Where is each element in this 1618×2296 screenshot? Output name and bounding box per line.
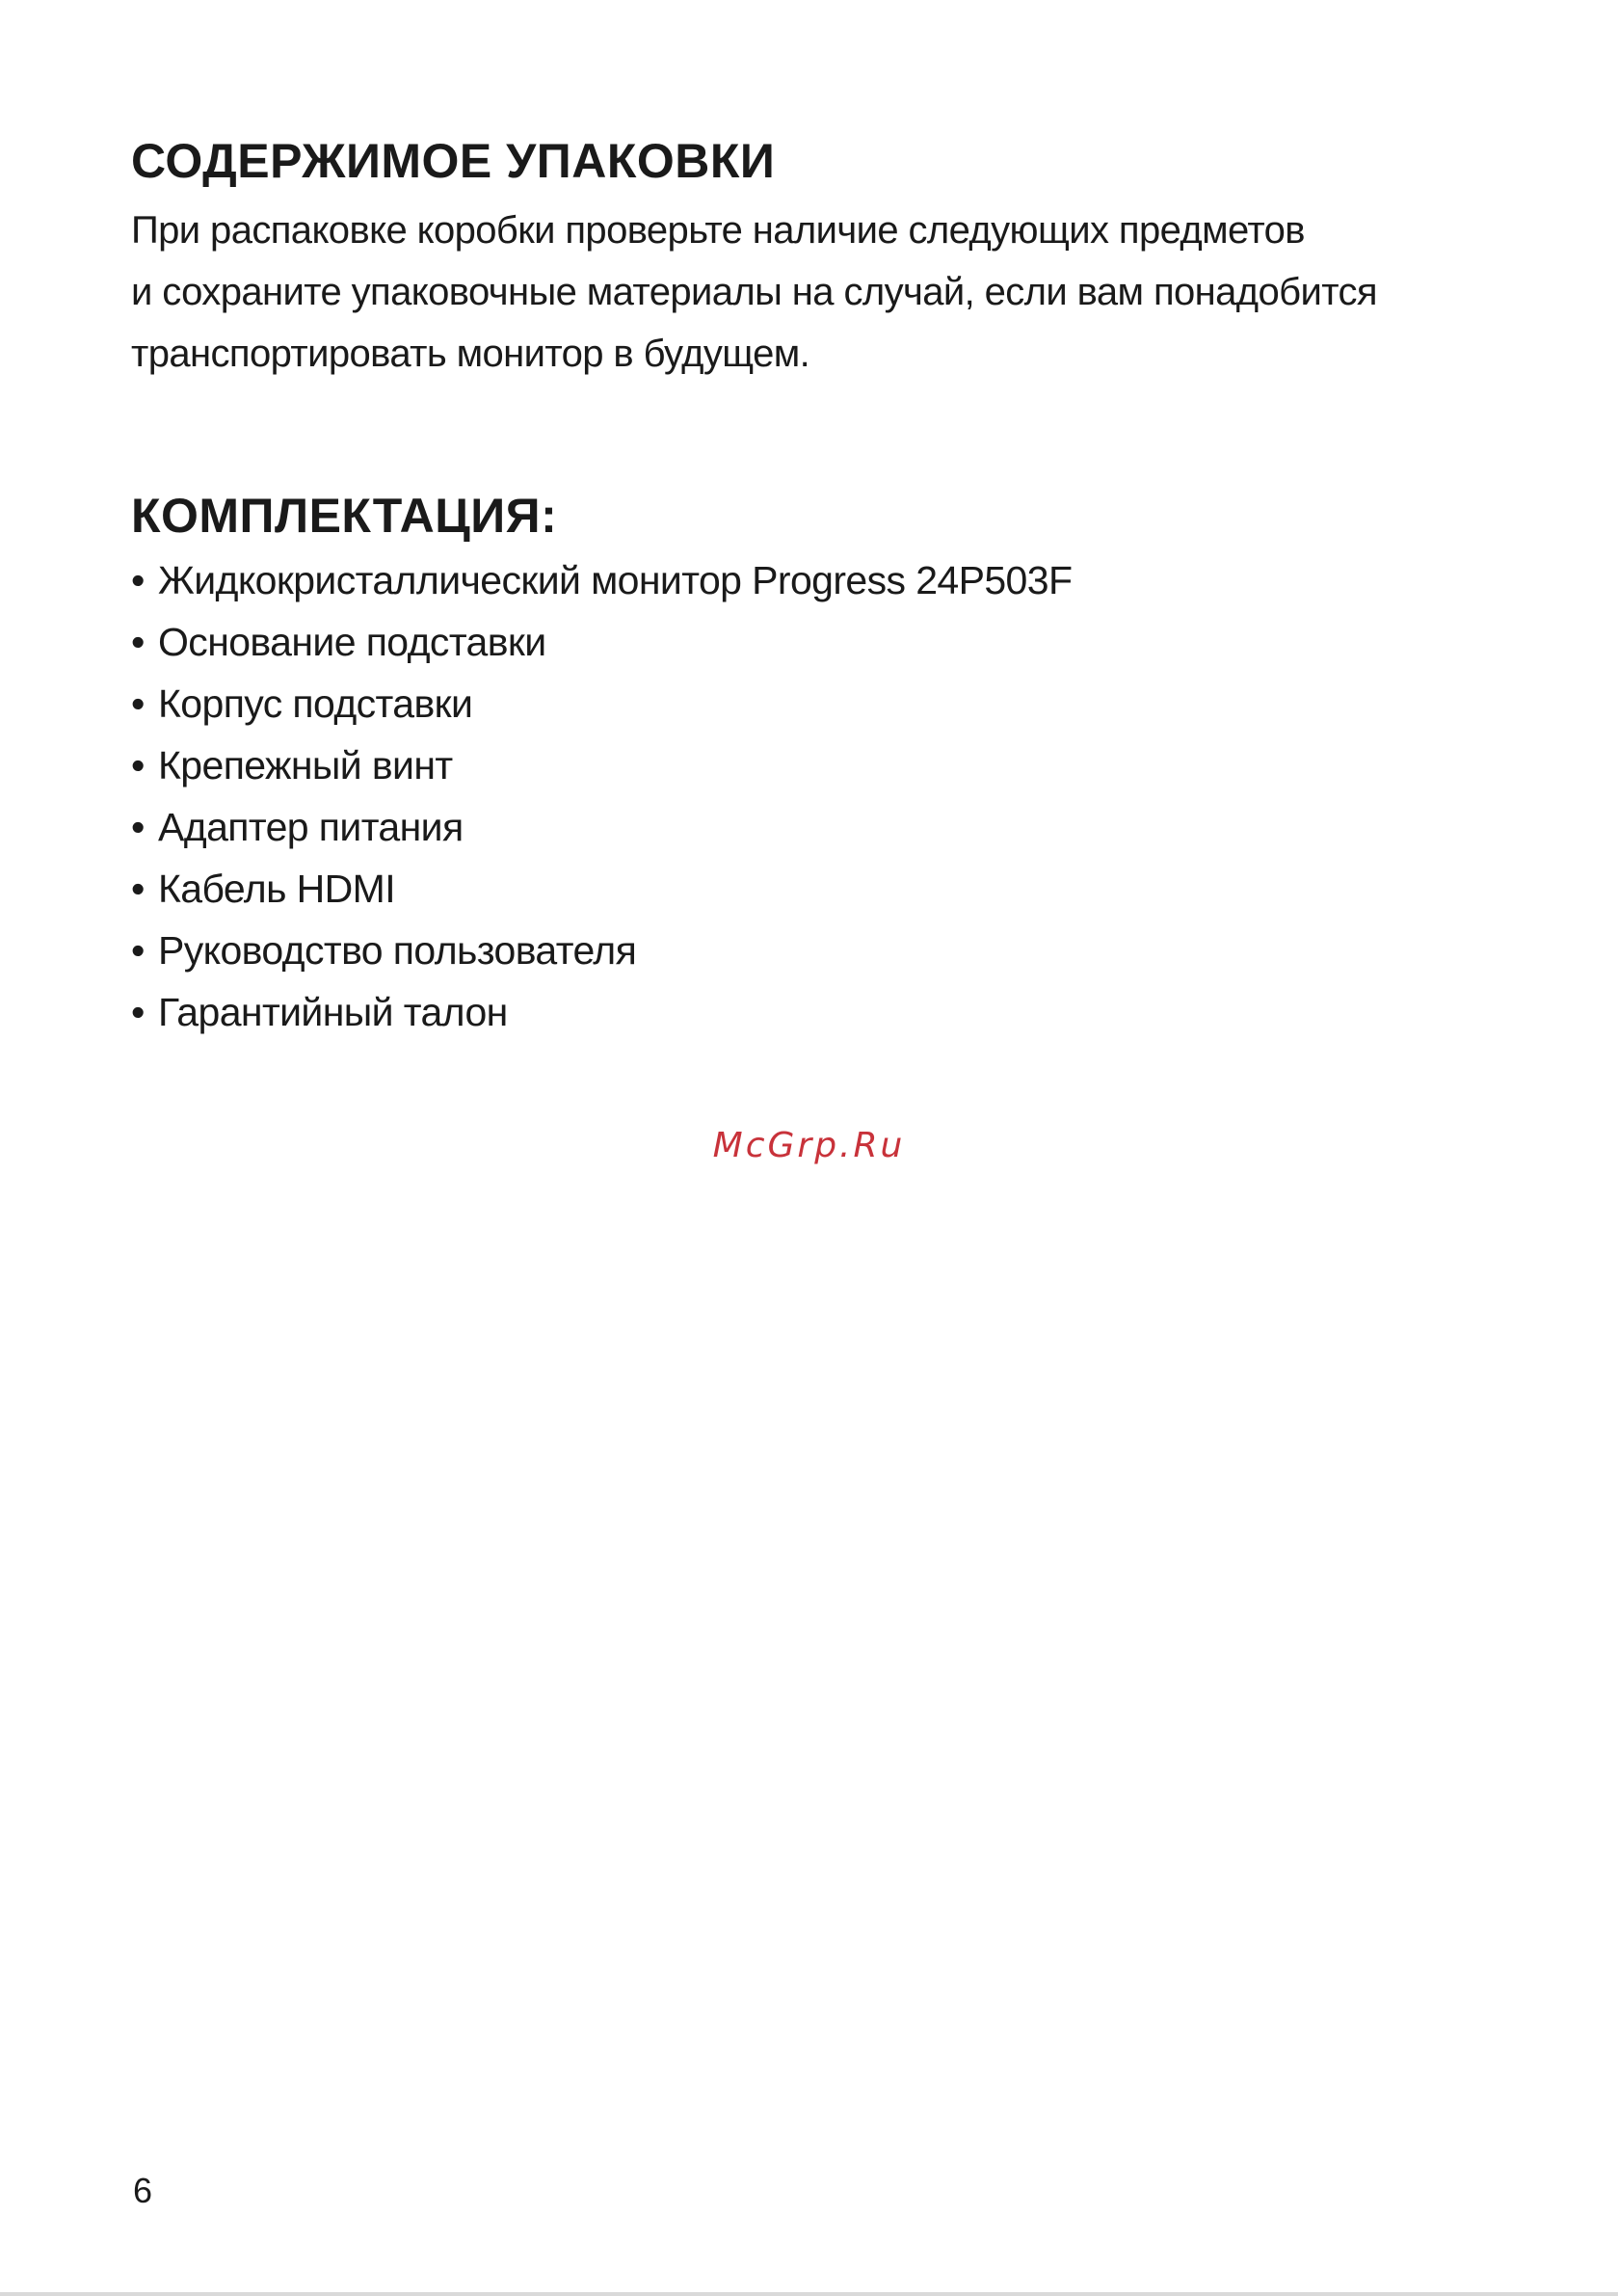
list-item-label: Жидкокристаллический монитор Progress 24P503F [158, 558, 1073, 602]
list-item [131, 611, 1072, 673]
list-item-label: Корпус подставки [158, 681, 473, 726]
list-item-label: Адаптер питания [158, 805, 464, 849]
intro-line: транспортировать монитор в будущем. [131, 333, 810, 375]
watermark: McGrp.Ru [712, 1126, 906, 1165]
package-contents-title: СОДЕРЖИМОЕ УПАКОВКИ [131, 134, 776, 188]
bullet-icon: • [131, 990, 145, 1034]
kit-title: КОМПЛЕКТАЦИЯ: [131, 489, 558, 543]
list-item [131, 981, 1072, 1043]
bottom-divider [0, 2292, 1618, 2296]
list-item [131, 858, 1072, 920]
kit-list [131, 549, 1072, 1043]
bullet-icon: • [131, 681, 145, 726]
bullet-icon: • [131, 805, 145, 849]
intro-line: При распаковке коробки проверьте наличие следующих предметов [131, 209, 1305, 252]
list-item [131, 796, 1072, 858]
list-item [131, 673, 1072, 734]
list-item-label: Руководство пользователя [158, 928, 637, 973]
list-item [131, 734, 1072, 796]
bullet-icon: • [131, 743, 145, 788]
page-number: 6 [133, 2171, 153, 2210]
bullet-icon: • [131, 558, 145, 602]
intro-line: и сохраните упаковочные материалы на случай, если вам понадобится [131, 271, 1377, 313]
bullet-icon: • [131, 620, 145, 664]
list-item-label: Кабель HDMI [158, 867, 395, 911]
list-item-label: Гарантийный талон [158, 990, 508, 1034]
bullet-icon: • [131, 928, 145, 973]
list-item [131, 920, 1072, 981]
package-contents-intro [131, 200, 1499, 385]
list-item-label: Основание подставки [158, 620, 546, 664]
list-item [131, 549, 1072, 611]
bullet-icon: • [131, 867, 145, 911]
list-item-label: Крепежный винт [158, 743, 453, 788]
